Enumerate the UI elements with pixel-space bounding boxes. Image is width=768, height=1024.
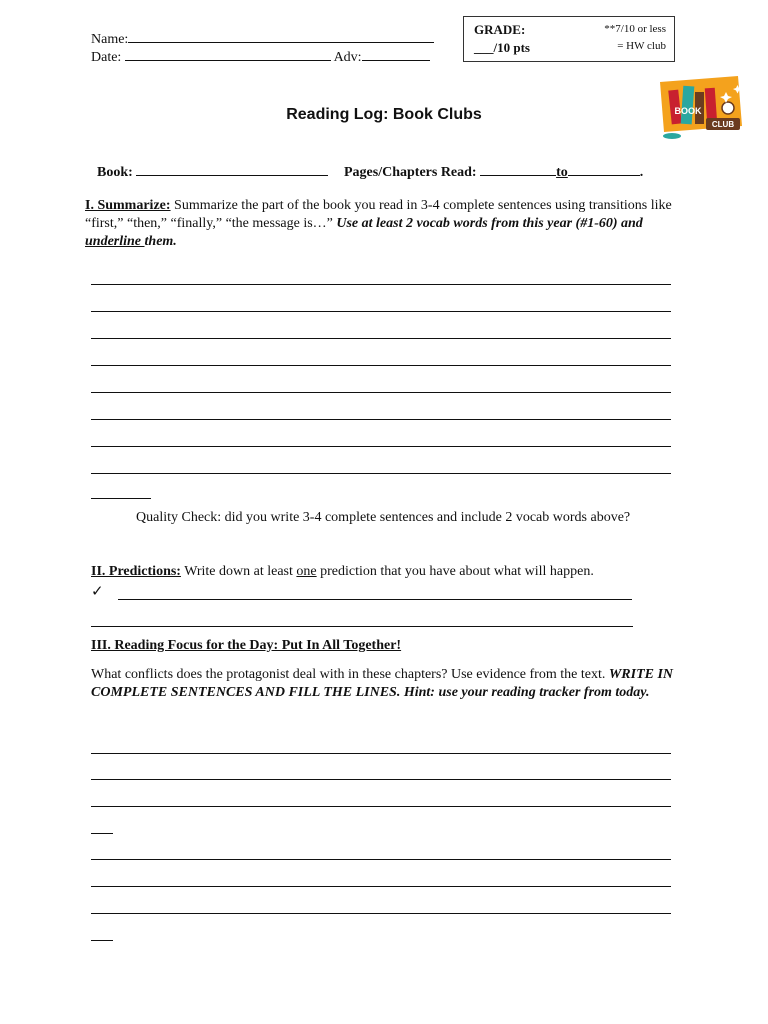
summary-line-8[interactable] — [91, 473, 671, 474]
pages-row — [344, 163, 643, 181]
quality-check: Quality Check: did you write 3-4 complete sentences and include 2 vocab words above? — [136, 510, 631, 525]
pages-end-punct: . — [639, 165, 644, 180]
section-reading-focus-emphasis: WRITE IN COMPLETE SENTENCES AND FILL THE LINES. Hint: use your reading tracker from today. — [91, 667, 674, 700]
page-title: Reading Log: Book Clubs — [286, 106, 482, 123]
section-reading-focus-question: What conflicts does the protagonist deal with in these chapters? Use evidence from the text. — [91, 667, 609, 682]
section-predictions-text-one: one — [296, 564, 317, 579]
summary-line-9[interactable] — [91, 498, 151, 499]
summary-line-2[interactable] — [91, 311, 671, 312]
logo-club-text: CLUB — [711, 120, 735, 129]
section-predictions-text-b: prediction that you have about what will happen. — [316, 564, 594, 579]
name-label: Name: — [91, 32, 129, 47]
section-predictions-text-a: Write down at least — [180, 564, 297, 579]
section-summarize-emphasis-a: Use at least 2 vocab words from this year (#1-60) and — [336, 216, 643, 231]
summary-line-5[interactable] — [91, 392, 671, 393]
adv-field[interactable] — [362, 48, 430, 61]
pages-start-field[interactable] — [480, 163, 556, 176]
book-club-logo — [654, 74, 748, 144]
section-summarize-emphasis-b: them. — [144, 234, 177, 249]
book-label: Book: — [97, 165, 133, 180]
name-row — [91, 30, 434, 48]
focus-line-6[interactable] — [91, 886, 671, 887]
pages-end-field[interactable] — [568, 163, 640, 176]
section-summarize — [85, 197, 685, 251]
section-predictions-heading: II. Predictions: — [91, 564, 181, 579]
date-field[interactable] — [125, 48, 331, 61]
section-reading-focus — [91, 666, 691, 702]
grade-label: GRADE: — [474, 22, 526, 37]
grade-note-line1: **7/10 or less — [604, 23, 666, 35]
focus-line-2[interactable] — [91, 779, 671, 780]
section-reading-focus-heading: III. Reading Focus for the Day: Put In All Together! — [91, 638, 402, 653]
pages-label: Pages/Chapters Read: — [344, 165, 477, 180]
grade-note-line2: = HW club — [617, 40, 666, 52]
name-field[interactable] — [128, 30, 434, 43]
summary-line-4[interactable] — [91, 365, 671, 366]
section-summarize-heading: I. Summarize: — [85, 198, 171, 213]
book-field[interactable] — [136, 163, 328, 176]
summary-line-1[interactable] — [91, 284, 671, 285]
prediction-line-2[interactable] — [91, 626, 633, 627]
summary-line-6[interactable] — [91, 419, 671, 420]
book-row — [97, 163, 328, 181]
focus-line-5[interactable] — [91, 859, 671, 860]
focus-line-8[interactable] — [91, 940, 113, 941]
logo-book-text: BOOK — [674, 106, 702, 116]
grade-box — [463, 16, 675, 62]
pages-to-label: to — [556, 165, 568, 180]
book-club-logo-graphic — [654, 74, 748, 144]
section-predictions — [91, 564, 594, 580]
date-row — [91, 48, 430, 66]
date-label: Date: — [91, 50, 122, 65]
focus-line-1[interactable] — [91, 753, 671, 754]
focus-line-4[interactable] — [91, 833, 113, 834]
check-mark-icon: ✓ — [91, 584, 104, 600]
section-summarize-emphasis-underline: underline — [85, 234, 145, 249]
focus-line-3[interactable] — [91, 806, 671, 807]
summary-line-3[interactable] — [91, 338, 671, 339]
focus-line-7[interactable] — [91, 913, 671, 914]
section-summarize-text: Summarize the part of the book you read in 3-4 complete sentences using transitions like “first,” “then,” “finally,” “the message is…” — [85, 198, 672, 231]
grade-points[interactable]: ___/10 pts — [474, 40, 530, 55]
adv-label: Adv: — [333, 50, 362, 65]
prediction-line-1[interactable] — [118, 599, 632, 600]
summary-line-7[interactable] — [91, 446, 671, 447]
